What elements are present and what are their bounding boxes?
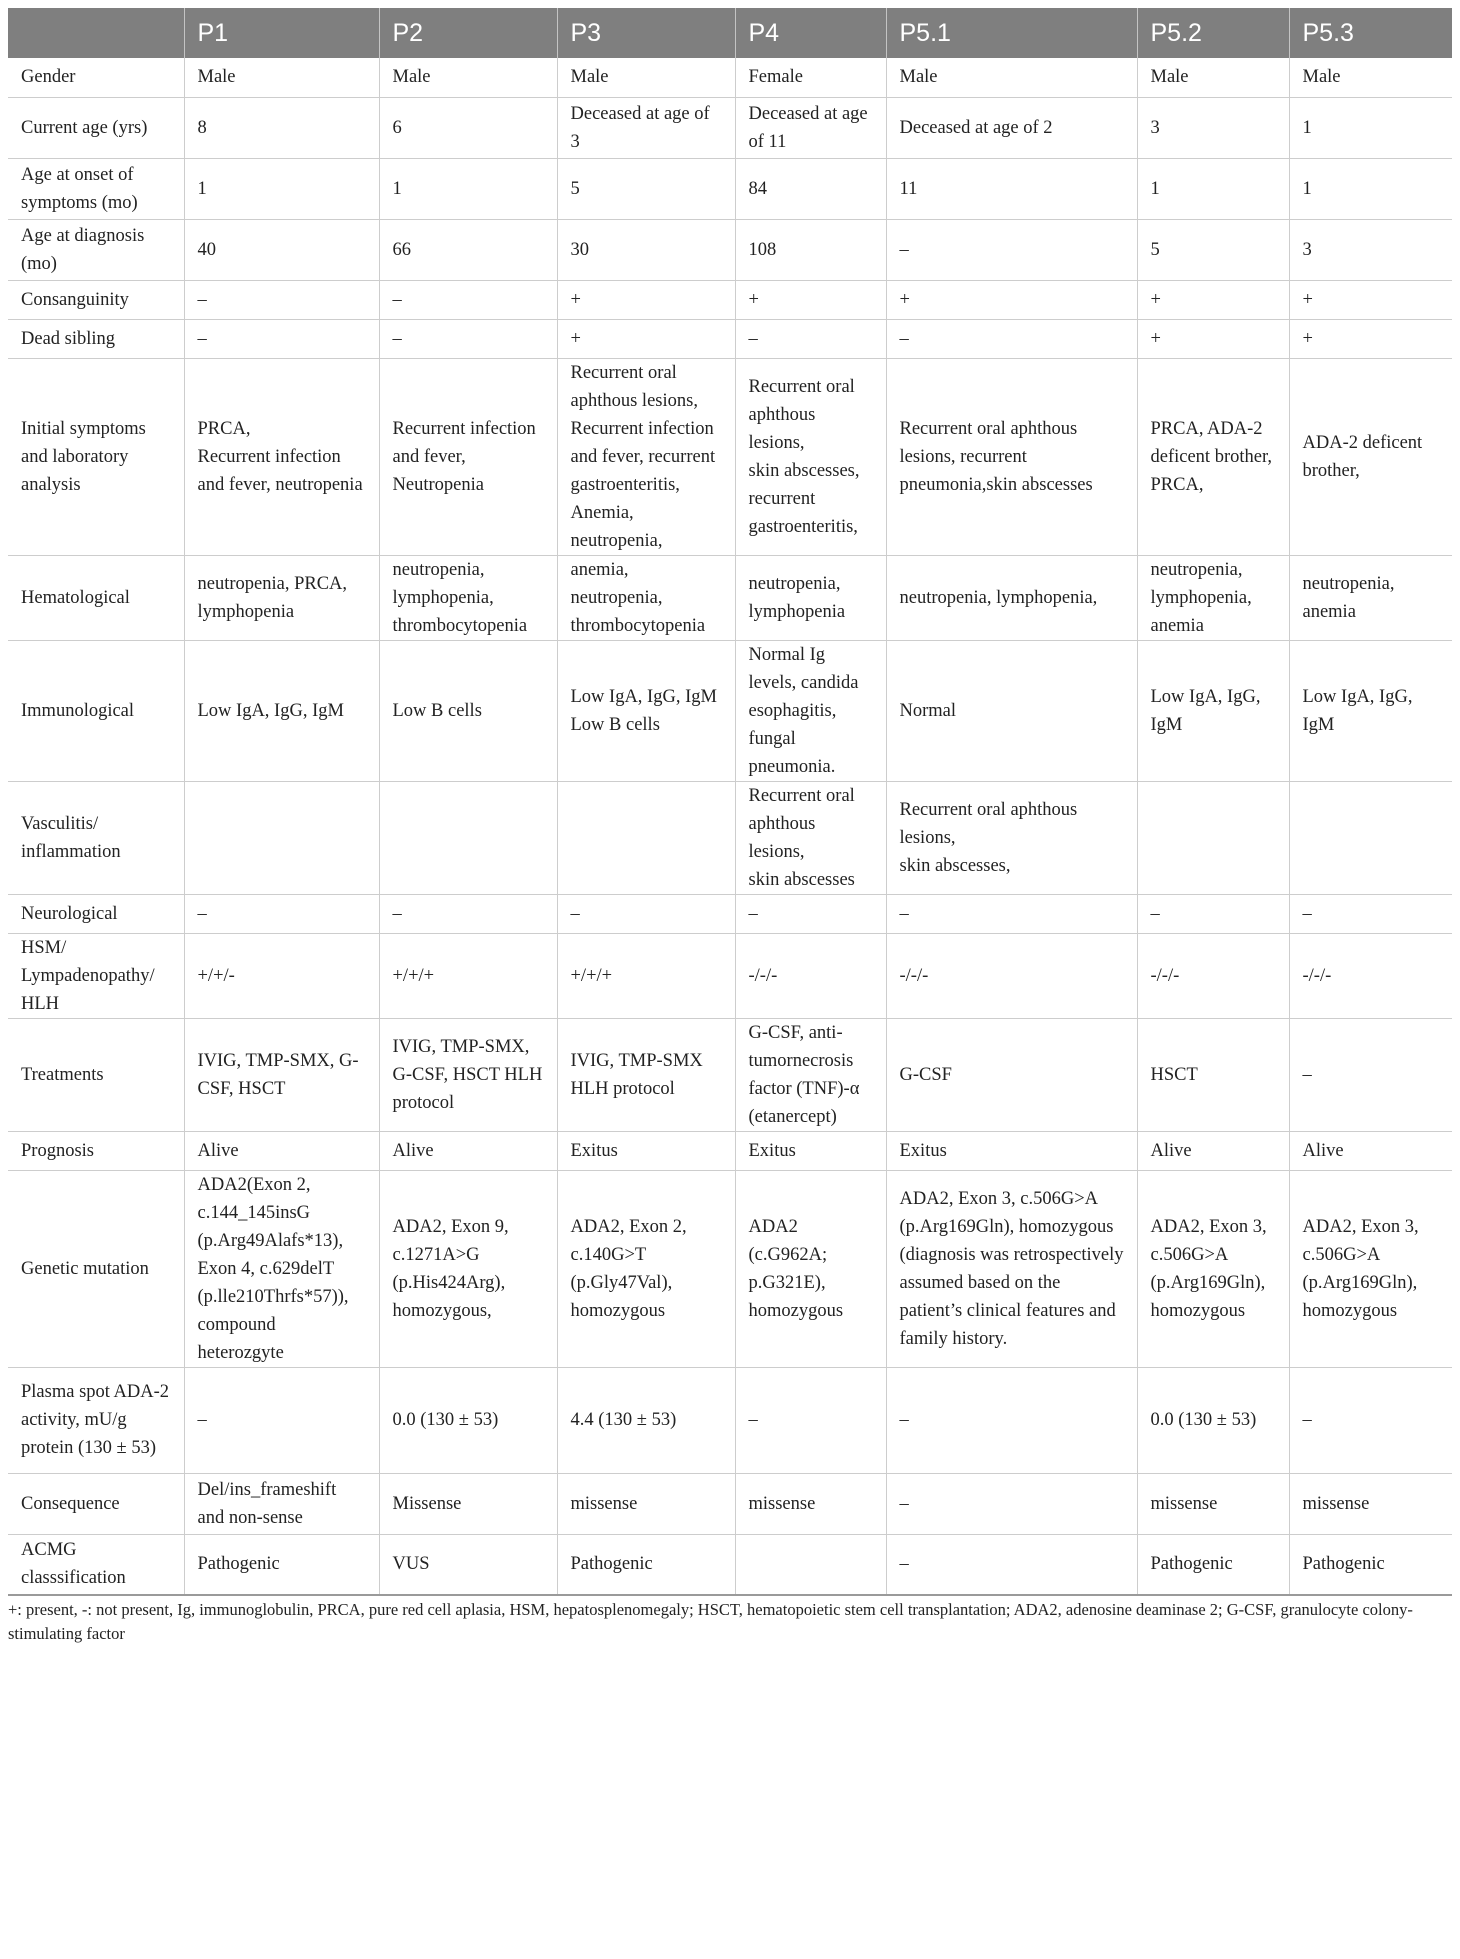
table-cell: –: [379, 894, 557, 933]
table-row: [8, 640, 1452, 781]
table-cell: 66: [379, 219, 557, 280]
table-row: [8, 781, 1452, 894]
row-label: Prognosis: [8, 1131, 184, 1170]
table-row: [8, 555, 1452, 640]
table-cell: –: [184, 1367, 379, 1473]
table-cell: Del/ins_frameshift and non-sense: [184, 1473, 379, 1534]
table-cell: +/+/-: [184, 933, 379, 1018]
table-cell: –: [1289, 1367, 1452, 1473]
table-row: [8, 319, 1452, 358]
table-row: [8, 1534, 1452, 1595]
table-cell: IVIG, TMP-SMX, G-CSF, HSCT: [184, 1018, 379, 1131]
table-cell: Alive: [1289, 1131, 1452, 1170]
table-cell: -/-/-: [886, 933, 1137, 1018]
row-label: Initial symptoms and laboratory analysis: [8, 358, 184, 555]
table-cell: anemia, neutropenia, thrombocytopenia: [557, 555, 735, 640]
table-cell: Male: [1289, 58, 1452, 97]
table-cell: –: [886, 1473, 1137, 1534]
table-cell: ADA2, Exon 3, c.506G>A (p.Arg169Gln), homozygous: [1289, 1170, 1452, 1367]
table-cell: HSCT: [1137, 1018, 1289, 1131]
table-cell: Male: [886, 58, 1137, 97]
table-cell: –: [886, 319, 1137, 358]
table-cell: 84: [735, 158, 886, 219]
table-cell: missense: [557, 1473, 735, 1534]
table-cell: Deceased at age of 3: [557, 97, 735, 158]
table-cell: missense: [1289, 1473, 1452, 1534]
row-label: Hematological: [8, 555, 184, 640]
table-cell: ADA2, Exon 3, c.506G>A (p.Arg169Gln), homozygous: [1137, 1170, 1289, 1367]
table-cell: [557, 781, 735, 894]
table-cell: Low IgA, IgG, IgM: [184, 640, 379, 781]
table-cell: –: [1137, 894, 1289, 933]
table-cell: Low IgA, IgG, IgM Low B cells: [557, 640, 735, 781]
table-cell: Exitus: [735, 1131, 886, 1170]
table-cell: Recurrent oral aphthous lesions, Recurrent infection and fever, recurrent gastroenteritis, Anemia, neutropenia,: [557, 358, 735, 555]
table-cell: +/+/+: [379, 933, 557, 1018]
row-label: Plasma spot ADA-2 activity, mU/g protein (130 ± 53): [8, 1367, 184, 1473]
table-row: [8, 1473, 1452, 1534]
table-cell: 11: [886, 158, 1137, 219]
table-cell: 40: [184, 219, 379, 280]
table-cell: Missense: [379, 1473, 557, 1534]
row-label: Vasculitis/ inflammation: [8, 781, 184, 894]
table-cell: ADA2, Exon 2, c.140G>T (p.Gly47Val), homozygous: [557, 1170, 735, 1367]
row-label: Gender: [8, 58, 184, 97]
table-cell: +: [1289, 280, 1452, 319]
table-cell: -/-/-: [735, 933, 886, 1018]
row-label: Dead sibling: [8, 319, 184, 358]
table-cell: Exitus: [886, 1131, 1137, 1170]
table-row: [8, 894, 1452, 933]
row-label: Consequence: [8, 1473, 184, 1534]
table-header: [8, 8, 1452, 58]
table-cell: ADA2 (c.G962A; p.G321E), homozygous: [735, 1170, 886, 1367]
table-cell: 3: [1137, 97, 1289, 158]
table-cell: -/-/-: [1289, 933, 1452, 1018]
table-cell: [184, 781, 379, 894]
table-cell: -/-/-: [1137, 933, 1289, 1018]
table-cell: –: [184, 280, 379, 319]
table-cell: Male: [184, 58, 379, 97]
table-cell: missense: [1137, 1473, 1289, 1534]
column-header: P5.3: [1289, 8, 1452, 58]
table-cell: 1: [1289, 158, 1452, 219]
table-cell: ADA2(Exon 2, c.144_145insG (p.Arg49Alafs*13), Exon 4, c.629delT (p.lle210Thrfs*57)), compound heterozgyte: [184, 1170, 379, 1367]
table-cell: neutropenia, PRCA, lymphopenia: [184, 555, 379, 640]
table-cell: Pathogenic: [1289, 1534, 1452, 1595]
table-cell: missense: [735, 1473, 886, 1534]
table-cell: Recurrent oral aphthous lesions, skin abscesses: [735, 781, 886, 894]
table-cell: IVIG, TMP-SMX, G-CSF, HSCT HLH protocol: [379, 1018, 557, 1131]
table-row: [8, 219, 1452, 280]
table-container: [8, 8, 1452, 1646]
table-body: [8, 58, 1452, 1595]
table-cell: Deceased at age of 11: [735, 97, 886, 158]
table-cell: Recurrent oral aphthous lesions, recurrent pneumonia,skin abscesses: [886, 358, 1137, 555]
table-cell: –: [735, 1367, 886, 1473]
row-label: Consanguinity: [8, 280, 184, 319]
table-cell: +/+/+: [557, 933, 735, 1018]
table-cell: +: [1137, 319, 1289, 358]
column-header: P2: [379, 8, 557, 58]
table-cell: –: [1289, 894, 1452, 933]
table-cell: –: [886, 894, 1137, 933]
table-cell: –: [379, 319, 557, 358]
column-header: P1: [184, 8, 379, 58]
table-row: [8, 1367, 1452, 1473]
table-cell: Normal Ig levels, candida esophagitis, fungal pneumonia.: [735, 640, 886, 781]
table-cell: 0.0 (130 ± 53): [379, 1367, 557, 1473]
table-cell: 4.4 (130 ± 53): [557, 1367, 735, 1473]
row-label: Immunological: [8, 640, 184, 781]
table-cell: [735, 1534, 886, 1595]
table-row: [8, 1170, 1452, 1367]
table-cell: neutropenia, anemia: [1289, 555, 1452, 640]
table-cell: Recurrent oral aphthous lesions, skin abscesses, recurrent gastroenteritis,: [735, 358, 886, 555]
table-cell: –: [557, 894, 735, 933]
table-cell: Deceased at age of 2: [886, 97, 1137, 158]
table-cell: Alive: [379, 1131, 557, 1170]
table-cell: 1: [184, 158, 379, 219]
table-cell: +: [1137, 280, 1289, 319]
table-cell: –: [184, 894, 379, 933]
table-row: [8, 58, 1452, 97]
column-header: P5.2: [1137, 8, 1289, 58]
column-header: P3: [557, 8, 735, 58]
table-cell: [1137, 781, 1289, 894]
table-cell: Male: [1137, 58, 1289, 97]
table-cell: +: [886, 280, 1137, 319]
row-label: Age at diagnosis (mo): [8, 219, 184, 280]
column-header: P5.1: [886, 8, 1137, 58]
table-cell: –: [735, 894, 886, 933]
row-label: Age at onset of symptoms (mo): [8, 158, 184, 219]
table-cell: Male: [379, 58, 557, 97]
table-cell: PRCA, Recurrent infection and fever, neutropenia: [184, 358, 379, 555]
table-cell: [1289, 781, 1452, 894]
table-cell: Low IgA, IgG, IgM: [1289, 640, 1452, 781]
table-cell: ADA2, Exon 9, c.1271A>G (p.His424Arg), homozygous,: [379, 1170, 557, 1367]
table-cell: +: [735, 280, 886, 319]
table-row: [8, 1131, 1452, 1170]
table-cell: 3: [1289, 219, 1452, 280]
table-cell: –: [886, 1367, 1137, 1473]
table-cell: –: [886, 219, 1137, 280]
table-cell: Recurrent infection and fever, Neutropenia: [379, 358, 557, 555]
table-cell: neutropenia, lymphopenia, anemia: [1137, 555, 1289, 640]
table-cell: Recurrent oral aphthous lesions, skin abscesses,: [886, 781, 1137, 894]
row-label: ACMG classsification: [8, 1534, 184, 1595]
table-cell: neutropenia, lymphopenia, thrombocytopenia: [379, 555, 557, 640]
table-row: [8, 97, 1452, 158]
table-cell: neutropenia, lymphopenia,: [886, 555, 1137, 640]
table-cell: +: [557, 319, 735, 358]
table-cell: IVIG, TMP-SMX HLH protocol: [557, 1018, 735, 1131]
table-cell: –: [1289, 1018, 1452, 1131]
table-cell: 108: [735, 219, 886, 280]
table-cell: VUS: [379, 1534, 557, 1595]
header-blank-cell: [8, 8, 184, 58]
table-cell: Female: [735, 58, 886, 97]
table-cell: Pathogenic: [557, 1534, 735, 1595]
row-label: Neurological: [8, 894, 184, 933]
table-cell: 8: [184, 97, 379, 158]
table-cell: –: [886, 1534, 1137, 1595]
column-header: P4: [735, 8, 886, 58]
table-cell: G-CSF: [886, 1018, 1137, 1131]
table-cell: 1: [1289, 97, 1452, 158]
table-cell: Pathogenic: [1137, 1534, 1289, 1595]
table-cell: 0.0 (130 ± 53): [1137, 1367, 1289, 1473]
table-footnote: +: present, -: not present, Ig, immunoglobulin, PRCA, pure red cell aplasia, HSM, hepatosplenomegaly; HSCT, hematopoietic stem cell transplantation; ADA2, adenosine deaminase 2; G-CSF, granulocyte colony-stimulating factor: [8, 1600, 1413, 1643]
table-cell: ADA2, Exon 3, c.506G>A (p.Arg169Gln), homozygous (diagnosis was retrospectively assumed based on the patient’s clinical features and family history.: [886, 1170, 1137, 1367]
table-cell: –: [379, 280, 557, 319]
row-label: Current age (yrs): [8, 97, 184, 158]
table-cell: 6: [379, 97, 557, 158]
table-cell: 5: [557, 158, 735, 219]
table-cell: Male: [557, 58, 735, 97]
table-cell: PRCA, ADA-2 deficent brother, PRCA,: [1137, 358, 1289, 555]
table-cell: –: [735, 319, 886, 358]
table-row: [8, 933, 1452, 1018]
table-cell: Alive: [184, 1131, 379, 1170]
table-cell: [379, 781, 557, 894]
row-label: Treatments: [8, 1018, 184, 1131]
row-label: HSM/ Lympadenopathy/ HLH: [8, 933, 184, 1018]
table-cell: Alive: [1137, 1131, 1289, 1170]
table-cell: ADA-2 deficent brother,: [1289, 358, 1452, 555]
row-label: Genetic mutation: [8, 1170, 184, 1367]
table-cell: +: [1289, 319, 1452, 358]
table-row: [8, 280, 1452, 319]
table-cell: neutropenia, lymphopenia: [735, 555, 886, 640]
table-cell: Low B cells: [379, 640, 557, 781]
patient-characteristics-table: [8, 8, 1452, 1596]
table-row: [8, 158, 1452, 219]
table-cell: Low IgA, IgG, IgM: [1137, 640, 1289, 781]
table-cell: Exitus: [557, 1131, 735, 1170]
table-cell: 5: [1137, 219, 1289, 280]
table-cell: +: [557, 280, 735, 319]
table-cell: 30: [557, 219, 735, 280]
table-cell: G-CSF, anti-tumornecrosis factor (TNF)-α (etanercept): [735, 1018, 886, 1131]
table-cell: 1: [1137, 158, 1289, 219]
table-cell: –: [184, 319, 379, 358]
table-cell: Normal: [886, 640, 1137, 781]
table-cell: 1: [379, 158, 557, 219]
table-cell: Pathogenic: [184, 1534, 379, 1595]
table-row: [8, 358, 1452, 555]
header-row: [8, 8, 1452, 58]
table-row: [8, 1018, 1452, 1131]
